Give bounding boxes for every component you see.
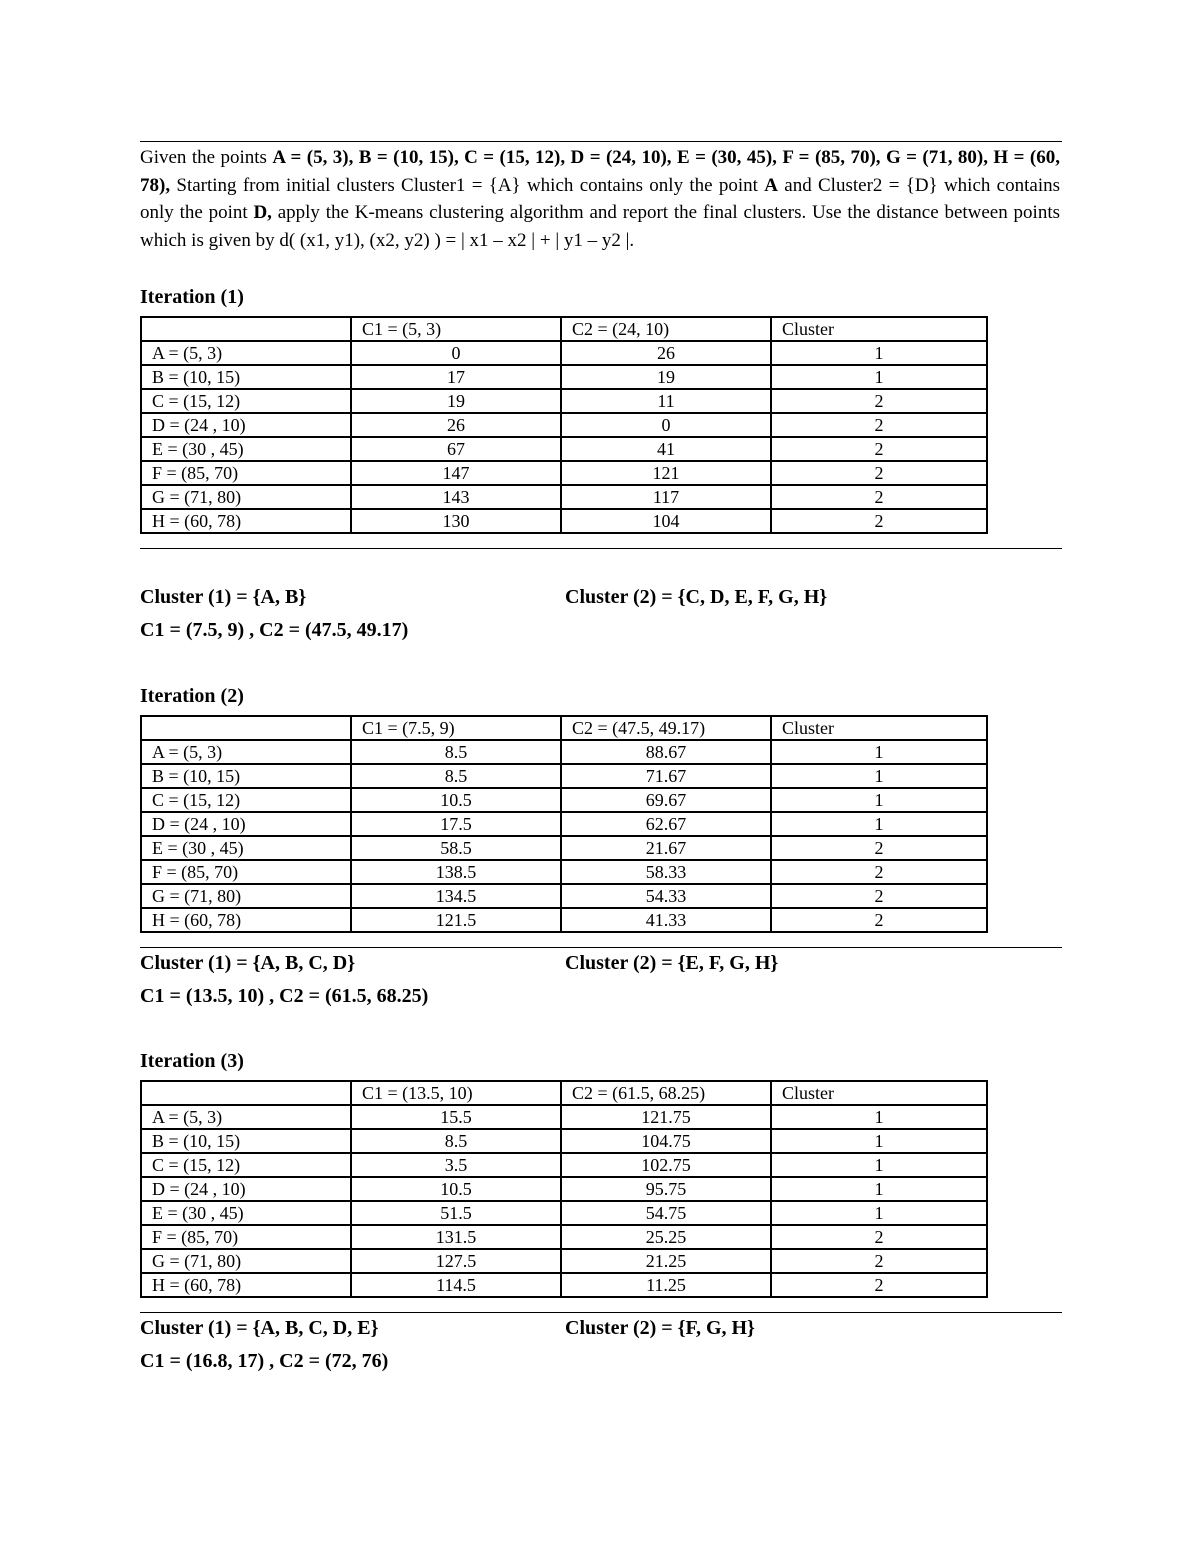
- table-header-cell: Cluster: [771, 1081, 987, 1105]
- table-header-row: [141, 716, 987, 740]
- point-label-cell: F = (85, 70): [141, 1225, 351, 1249]
- table-row: [141, 1249, 987, 1273]
- distance-cell: 3.5: [351, 1153, 561, 1177]
- distance-cell: 71.67: [561, 764, 771, 788]
- cluster-cell: 1: [771, 740, 987, 764]
- table-header-cell: Cluster: [771, 317, 987, 341]
- point-label-cell: H = (60, 78): [141, 908, 351, 932]
- distance-cell: 0: [351, 341, 561, 365]
- point-label-cell: A = (5, 3): [141, 1105, 351, 1129]
- distance-cell: 138.5: [351, 860, 561, 884]
- table-row: [141, 860, 987, 884]
- iteration-2-centroids: C1 = (13.5, 10) , C2 = (61.5, 68.25): [140, 985, 429, 1007]
- table-row: [141, 1105, 987, 1129]
- intro-text-3: and Cluster2 = {D} which contains only the point: [140, 174, 1061, 223]
- point-label-cell: B = (10, 15): [141, 764, 351, 788]
- point-label-cell: E = (30 , 45): [141, 437, 351, 461]
- distance-cell: 10.5: [351, 788, 561, 812]
- table-row: [141, 1129, 987, 1153]
- distance-cell: 54.33: [561, 884, 771, 908]
- table-row: [141, 389, 987, 413]
- distance-cell: 130: [351, 509, 561, 533]
- table-row: [141, 509, 987, 533]
- table-header-cell: C2 = (47.5, 49.17): [561, 716, 771, 740]
- table-header-cell: C1 = (7.5, 9): [351, 716, 561, 740]
- table-row: [141, 788, 987, 812]
- point-label-cell: D = (24 , 10): [141, 1177, 351, 1201]
- iteration-2-title: Iteration (2): [140, 685, 244, 707]
- cluster-cell: 2: [771, 461, 987, 485]
- cluster-cell: 2: [771, 389, 987, 413]
- point-label-cell: A = (5, 3): [141, 341, 351, 365]
- table-header-row: [141, 1081, 987, 1105]
- distance-cell: 143: [351, 485, 561, 509]
- intro-text-4: apply the K-means clustering algorithm and report the final clusters. Use the distance between points which is given by d( (x1, y1), (x2, y2) ) = | x1 – x2 | + | y1 – y2 |.: [140, 202, 1060, 251]
- distance-cell: 121.75: [561, 1105, 771, 1129]
- distance-cell: 134.5: [351, 884, 561, 908]
- distance-cell: 127.5: [351, 1249, 561, 1273]
- distance-cell: 62.67: [561, 812, 771, 836]
- distance-cell: 17: [351, 365, 561, 389]
- table-row: [141, 485, 987, 509]
- table-row: [141, 413, 987, 437]
- table-header-cell: [141, 317, 351, 341]
- cluster-cell: 2: [771, 884, 987, 908]
- distance-cell: 8.5: [351, 1129, 561, 1153]
- table-row: [141, 908, 987, 932]
- distance-cell: 121: [561, 461, 771, 485]
- distance-cell: 26: [351, 413, 561, 437]
- distance-cell: 19: [561, 365, 771, 389]
- distance-cell: 104: [561, 509, 771, 533]
- distance-cell: 114.5: [351, 1273, 561, 1297]
- cluster-cell: 1: [771, 1177, 987, 1201]
- distance-cell: 54.75: [561, 1201, 771, 1225]
- point-label-cell: E = (30 , 45): [141, 1201, 351, 1225]
- iteration-2-rule: [140, 947, 1062, 948]
- table-header-cell: [141, 716, 351, 740]
- distance-cell: 15.5: [351, 1105, 561, 1129]
- iteration-2-cluster-2: Cluster (2) = {E, F, G, H}: [565, 952, 779, 974]
- distance-cell: 11: [561, 389, 771, 413]
- point-label-cell: F = (85, 70): [141, 860, 351, 884]
- iteration-1-centroids: C1 = (7.5, 9) , C2 = (47.5, 49.17): [140, 619, 409, 641]
- table-row: [141, 1273, 987, 1297]
- iteration-3-rule: [140, 1312, 1062, 1313]
- iteration-3-table: [140, 1080, 988, 1298]
- cluster-cell: 1: [771, 812, 987, 836]
- cluster-cell: 1: [771, 764, 987, 788]
- intro-point-a: A: [764, 174, 778, 196]
- point-label-cell: C = (15, 12): [141, 389, 351, 413]
- distance-cell: 88.67: [561, 740, 771, 764]
- distance-cell: 67: [351, 437, 561, 461]
- table-row: [141, 1177, 987, 1201]
- table-header-cell: C2 = (61.5, 68.25): [561, 1081, 771, 1105]
- distance-cell: 0: [561, 413, 771, 437]
- iteration-1-title: Iteration (1): [140, 286, 244, 308]
- cluster-cell: 2: [771, 836, 987, 860]
- iteration-1-rule: [140, 548, 1062, 549]
- table-header-cell: [141, 1081, 351, 1105]
- point-label-cell: E = (30 , 45): [141, 836, 351, 860]
- cluster-cell: 2: [771, 509, 987, 533]
- distance-cell: 17.5: [351, 812, 561, 836]
- cluster-cell: 1: [771, 341, 987, 365]
- table-row: [141, 365, 987, 389]
- intro-text-2: Starting from initial clusters Cluster1 = {A} which contains only the point: [170, 174, 765, 196]
- iteration-3-cluster-2: Cluster (2) = {F, G, H}: [565, 1317, 755, 1339]
- iteration-3-centroids: C1 = (16.8, 17) , C2 = (72, 76): [140, 1350, 389, 1372]
- table-row: [141, 461, 987, 485]
- distance-cell: 147: [351, 461, 561, 485]
- point-label-cell: G = (71, 80): [141, 485, 351, 509]
- distance-cell: 102.75: [561, 1153, 771, 1177]
- iteration-2-cluster-1: Cluster (1) = {A, B, C, D}: [140, 952, 356, 974]
- distance-cell: 8.5: [351, 740, 561, 764]
- distance-cell: 104.75: [561, 1129, 771, 1153]
- table-header-row: [141, 317, 987, 341]
- distance-cell: 41.33: [561, 908, 771, 932]
- point-label-cell: C = (15, 12): [141, 788, 351, 812]
- table-row: [141, 764, 987, 788]
- point-label-cell: B = (10, 15): [141, 365, 351, 389]
- table-row: [141, 740, 987, 764]
- distance-cell: 58.33: [561, 860, 771, 884]
- point-label-cell: A = (5, 3): [141, 740, 351, 764]
- cluster-cell: 2: [771, 413, 987, 437]
- point-label-cell: G = (71, 80): [141, 884, 351, 908]
- distance-cell: 10.5: [351, 1177, 561, 1201]
- intro-text-1: Given the points: [140, 147, 273, 168]
- point-label-cell: G = (71, 80): [141, 1249, 351, 1273]
- cluster-cell: 2: [771, 908, 987, 932]
- cluster-cell: 2: [771, 1273, 987, 1297]
- distance-cell: 69.67: [561, 788, 771, 812]
- table-header-cell: C1 = (13.5, 10): [351, 1081, 561, 1105]
- problem-statement: [140, 144, 1060, 254]
- iteration-1-table: [140, 316, 988, 534]
- table-header-cell: Cluster: [771, 716, 987, 740]
- distance-cell: 19: [351, 389, 561, 413]
- cluster-cell: 2: [771, 437, 987, 461]
- iteration-1-cluster-1: Cluster (1) = {A, B}: [140, 586, 307, 608]
- distance-cell: 58.5: [351, 836, 561, 860]
- table-header-cell: C2 = (24, 10): [561, 317, 771, 341]
- cluster-cell: 2: [771, 860, 987, 884]
- distance-cell: 21.67: [561, 836, 771, 860]
- distance-cell: 8.5: [351, 764, 561, 788]
- intro-points: A = (5, 3), B = (10, 15), C = (15, 12), D = (24, 10), E = (30, 45), F = (85, 70), G = (71, 80), H = (60, 78),: [140, 147, 1060, 196]
- distance-cell: 117: [561, 485, 771, 509]
- cluster-cell: 1: [771, 1153, 987, 1177]
- point-label-cell: H = (60, 78): [141, 1273, 351, 1297]
- cluster-cell: 2: [771, 1249, 987, 1273]
- iteration-3-cluster-1: Cluster (1) = {A, B, C, D, E}: [140, 1317, 379, 1339]
- top-rule: [140, 141, 1062, 142]
- cluster-cell: 2: [771, 485, 987, 509]
- distance-cell: 131.5: [351, 1225, 561, 1249]
- distance-cell: 41: [561, 437, 771, 461]
- table-row: [141, 836, 987, 860]
- cluster-cell: 1: [771, 1129, 987, 1153]
- table-row: [141, 1153, 987, 1177]
- distance-cell: 11.25: [561, 1273, 771, 1297]
- distance-cell: 121.5: [351, 908, 561, 932]
- point-label-cell: C = (15, 12): [141, 1153, 351, 1177]
- table-header-cell: C1 = (5, 3): [351, 317, 561, 341]
- distance-cell: 95.75: [561, 1177, 771, 1201]
- intro-point-d: D,: [253, 202, 272, 223]
- cluster-cell: 1: [771, 1105, 987, 1129]
- distance-cell: 26: [561, 341, 771, 365]
- distance-cell: 21.25: [561, 1249, 771, 1273]
- point-label-cell: B = (10, 15): [141, 1129, 351, 1153]
- cluster-cell: 1: [771, 1201, 987, 1225]
- iteration-2-table: [140, 715, 988, 933]
- cluster-cell: 1: [771, 788, 987, 812]
- distance-cell: 25.25: [561, 1225, 771, 1249]
- table-row: [141, 437, 987, 461]
- iteration-1-cluster-2: Cluster (2) = {C, D, E, F, G, H}: [565, 586, 828, 608]
- point-label-cell: D = (24 , 10): [141, 812, 351, 836]
- point-label-cell: H = (60, 78): [141, 509, 351, 533]
- table-row: [141, 884, 987, 908]
- table-row: [141, 1201, 987, 1225]
- distance-cell: 51.5: [351, 1201, 561, 1225]
- point-label-cell: D = (24 , 10): [141, 413, 351, 437]
- table-row: [141, 341, 987, 365]
- point-label-cell: F = (85, 70): [141, 461, 351, 485]
- table-row: [141, 812, 987, 836]
- table-row: [141, 1225, 987, 1249]
- cluster-cell: 2: [771, 1225, 987, 1249]
- iteration-3-title: Iteration (3): [140, 1050, 244, 1072]
- cluster-cell: 1: [771, 365, 987, 389]
